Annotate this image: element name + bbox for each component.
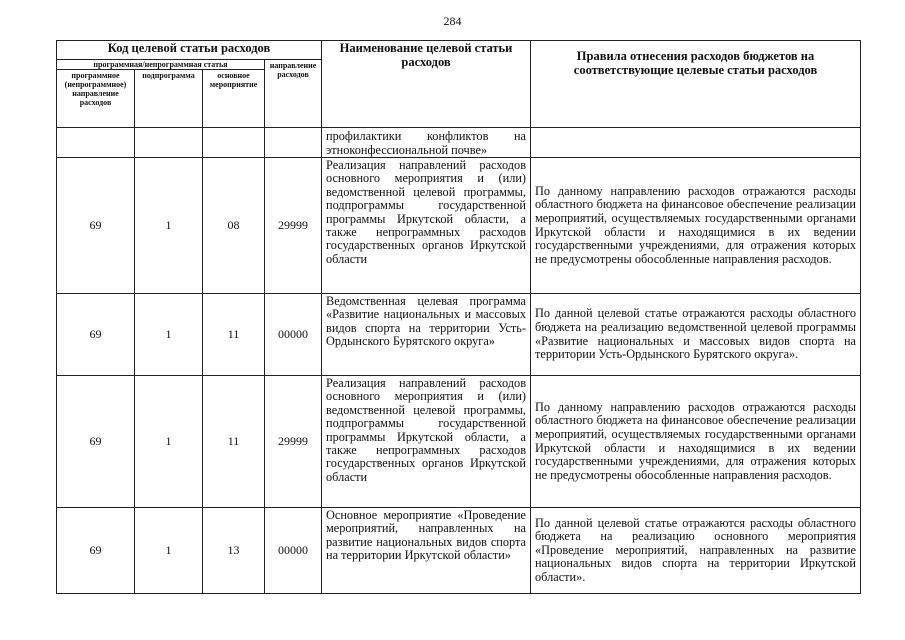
budget-codes-table xyxy=(56,40,861,594)
direction-cell: 29999 xyxy=(265,158,322,294)
subprogram-column-header: подпрограмма xyxy=(135,70,203,128)
direction-cell xyxy=(265,128,322,158)
subprogram-cell: 1 xyxy=(135,294,203,376)
direction-column-header: направление расходов xyxy=(265,60,322,128)
activity-cell: 11 xyxy=(203,376,265,508)
name-cell: Основное мероприятие «Проведение мероприятий, направленных на развитие национальных видов спорта на территории Иркутской области» xyxy=(322,508,531,594)
table-row xyxy=(57,158,861,294)
rule-cell: По данному направлению расходов отражаются расходы областного бюджета на финансовое обеспечение реализации мероприятий, осуществляемых государственными органами Иркутской области и находящимися в их ведении государственными учреждениями, для отражения которых не предусмотрены обособленные направления расходов. xyxy=(531,376,861,508)
direction-cell: 00000 xyxy=(265,294,322,376)
direction-cell: 00000 xyxy=(265,508,322,594)
program-cell: 69 xyxy=(57,158,135,294)
rule-cell xyxy=(531,128,861,158)
activity-cell: 11 xyxy=(203,294,265,376)
table-row xyxy=(57,376,861,508)
rule-cell: По данной целевой статье отражаются расходы областного бюджета на реализацию ведомственной целевой программы «Развитие национальных и массовых видов спорта на территории Усть-Ордынского Бурятского округа». xyxy=(531,294,861,376)
program-cell: 69 xyxy=(57,294,135,376)
rules-header: Правила отнесения расходов бюджетов на соответствующие целевые статьи расходов xyxy=(531,41,861,128)
activity-cell: 08 xyxy=(203,158,265,294)
name-cell: Реализация направлений расходов основного мероприятия и (или) ведомственной целевой программы, подпрограммы государственной программы Иркутской области, а также непрограммных расходов государственных органов Иркутской области xyxy=(322,376,531,508)
name-header: Наименование целевой статьи расходов xyxy=(322,41,531,128)
subprogram-cell: 1 xyxy=(135,158,203,294)
activity-cell xyxy=(203,128,265,158)
program-group-header: программная/непрограммная статья xyxy=(57,60,265,70)
program-column-header: программное (непрограммное) направление расходов xyxy=(57,70,135,128)
name-cell: Ведомственная целевая программа «Развитие национальных и массовых видов спорта на территории Усть-Ордынского Бурятского округа» xyxy=(322,294,531,376)
program-cell xyxy=(57,128,135,158)
table-row xyxy=(57,294,861,376)
subprogram-cell xyxy=(135,128,203,158)
name-cell: Реализация направлений расходов основного мероприятия и (или) ведомственной целевой программы, подпрограммы государственной программы Иркутской области, а также непрограммных расходов государственных органов Иркутской области xyxy=(322,158,531,294)
activity-cell: 13 xyxy=(203,508,265,594)
program-cell: 69 xyxy=(57,376,135,508)
code-group-header: Код целевой статьи расходов xyxy=(57,41,322,60)
rule-cell: По данной целевой статье отражаются расходы областного бюджета на реализацию основного мероприятия «Проведение мероприятий, направленных на развитие национальных видов спорта на территории Иркутской области». xyxy=(531,508,861,594)
program-cell: 69 xyxy=(57,508,135,594)
page-number: 284 xyxy=(443,14,462,28)
name-cell: профилактики конфликтов на этноконфессиональной почве» xyxy=(322,128,531,158)
table-row xyxy=(57,508,861,594)
activity-column-header: основное мероприятие xyxy=(203,70,265,128)
table-row xyxy=(57,128,861,158)
rule-cell: По данному направлению расходов отражаются расходы областного бюджета на финансовое обеспечение реализации мероприятий, осуществляемых государственными органами Иркутской области и находящимися в их ведении государственными учреждениями, для отражения которых не предусмотрены обособленные направления расходов. xyxy=(531,158,861,294)
direction-cell: 29999 xyxy=(265,376,322,508)
subprogram-cell: 1 xyxy=(135,508,203,594)
subprogram-cell: 1 xyxy=(135,376,203,508)
